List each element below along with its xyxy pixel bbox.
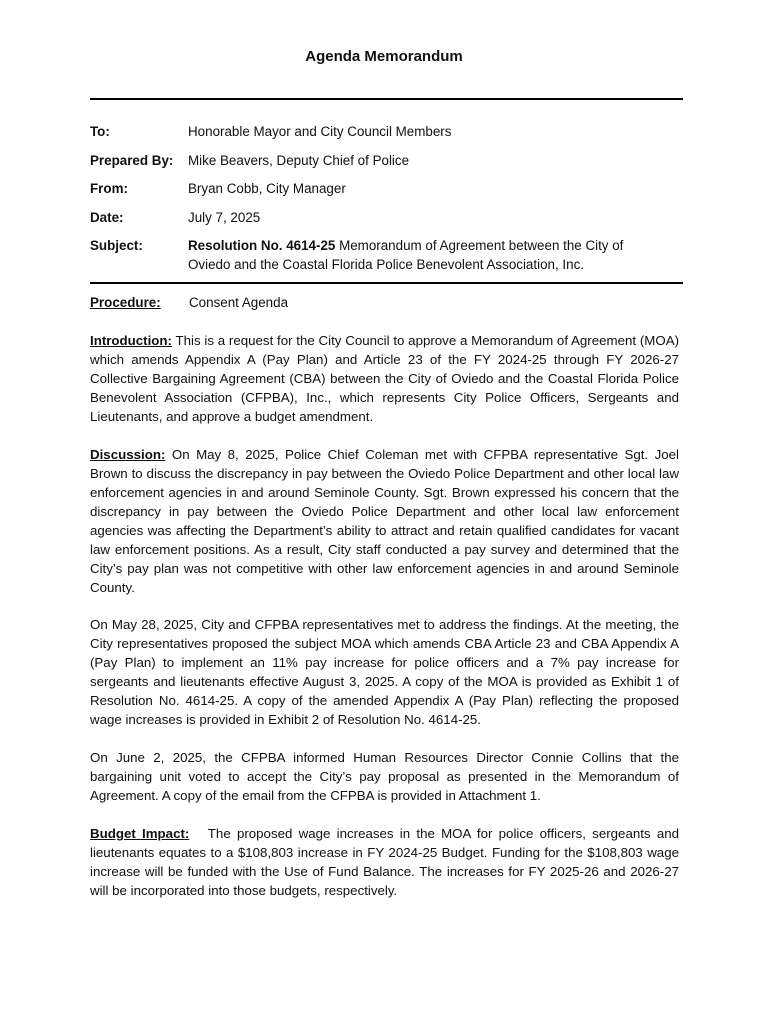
subject-label: Subject:: [90, 238, 143, 253]
procedure-label: Procedure:: [90, 295, 161, 310]
from-value: Bryan Cobb, City Manager: [188, 181, 346, 196]
discussion-paragraph: [90, 445, 679, 597]
subject-text: Memorandum of Agreement between the City of Oviedo and the Coastal Florida Police Benevolent Association, Inc.: [188, 238, 624, 272]
to-value: Honorable Mayor and City Council Members: [188, 124, 452, 139]
subject-value: [188, 236, 668, 274]
top-divider: [90, 98, 683, 100]
date-label: Date:: [90, 210, 124, 225]
introduction-text: This is a request for the City Council to approve a Memorandum of Agreement (MOA) which amends Appendix A (Pay Plan) and Article 23 of the FY 2024-25 through FY 2026-27 Collective Bargaining Agreement (CBA) between the City of Oviedo and the Coastal Florida Police Benevolent Association (CFPBA), Inc., which represents City Police Officers, Sergeants and Lieutenants, and approve a budget amendment.: [90, 333, 679, 424]
subject-divider: [90, 282, 683, 284]
prepared-by-label: Prepared By:: [90, 153, 174, 168]
discussion-heading: Discussion:: [90, 447, 166, 462]
prepared-by-value: Mike Beavers, Deputy Chief of Police: [188, 153, 410, 168]
introduction-paragraph: [90, 331, 679, 426]
to-label: To:: [90, 124, 110, 139]
budget-impact-paragraph: [90, 824, 683, 900]
discussion-text: On May 8, 2025, Police Chief Coleman met with CFPBA representative Sgt. Joel Brown to discuss the discrepancy in pay between the Oviedo Police Department and other local law enforcement agencies in and around Seminole County. Sgt. Brown expressed his concern that the discrepancy in pay between the Oviedo Police Department and other local law enforcement agencies was affecting the Department’s ability to attract and retain qualified candidates for vacant law enforcement positions. As a result, City staff conducted a pay survey and determined that the City’s pay plan was not competitive with other law enforcement agencies in and around Seminole County.: [90, 447, 679, 595]
introduction-heading: Introduction:: [90, 333, 172, 348]
date-value: July 7, 2025: [188, 210, 261, 225]
budget-impact-text: The proposed wage increases in the MOA for police officers, sergeants and lieutenants equates to a $108,803 increase in FY 2024-25 Budget. Funding for the $108,803 wage increase will be funded with the Use of Fund Balance. The increases for FY 2025-26 and 2026-27 will be incorporated into those budgets, respectively.: [90, 826, 683, 898]
budget-impact-heading: Budget Impact:: [90, 826, 190, 841]
subject-resolution: Resolution No. 4614-25: [188, 238, 336, 253]
june2-paragraph: On June 2, 2025, the CFPBA informed Human Resources Director Connie Collins that the bargaining unit voted to accept the City’s pay proposal as presented in the Memorandum of Agreement. A copy of the email from the CFPBA is provided in Attachment 1.: [90, 750, 679, 803]
may28-paragraph: On May 28, 2025, City and CFPBA representatives met to address the findings. At the meeting, the City representatives proposed the subject MOA which amends CBA Article 23 and CBA Appendix A (Pay Plan) to implement an 11% pay increase for police officers and a 7% pay increase for sergeants and lieutenants effective August 3, 2025. A copy of the MOA is provided as Exhibit 1 of Resolution No. 4614-25. A copy of the amended Appendix A (Pay Plan) reflecting the proposed wage increases is provided in Exhibit 2 of Resolution No. 4614-25.: [90, 617, 679, 727]
page-title: Agenda Memorandum: [305, 48, 463, 65]
from-label: From:: [90, 181, 128, 196]
procedure-value: Consent Agenda: [189, 295, 289, 310]
